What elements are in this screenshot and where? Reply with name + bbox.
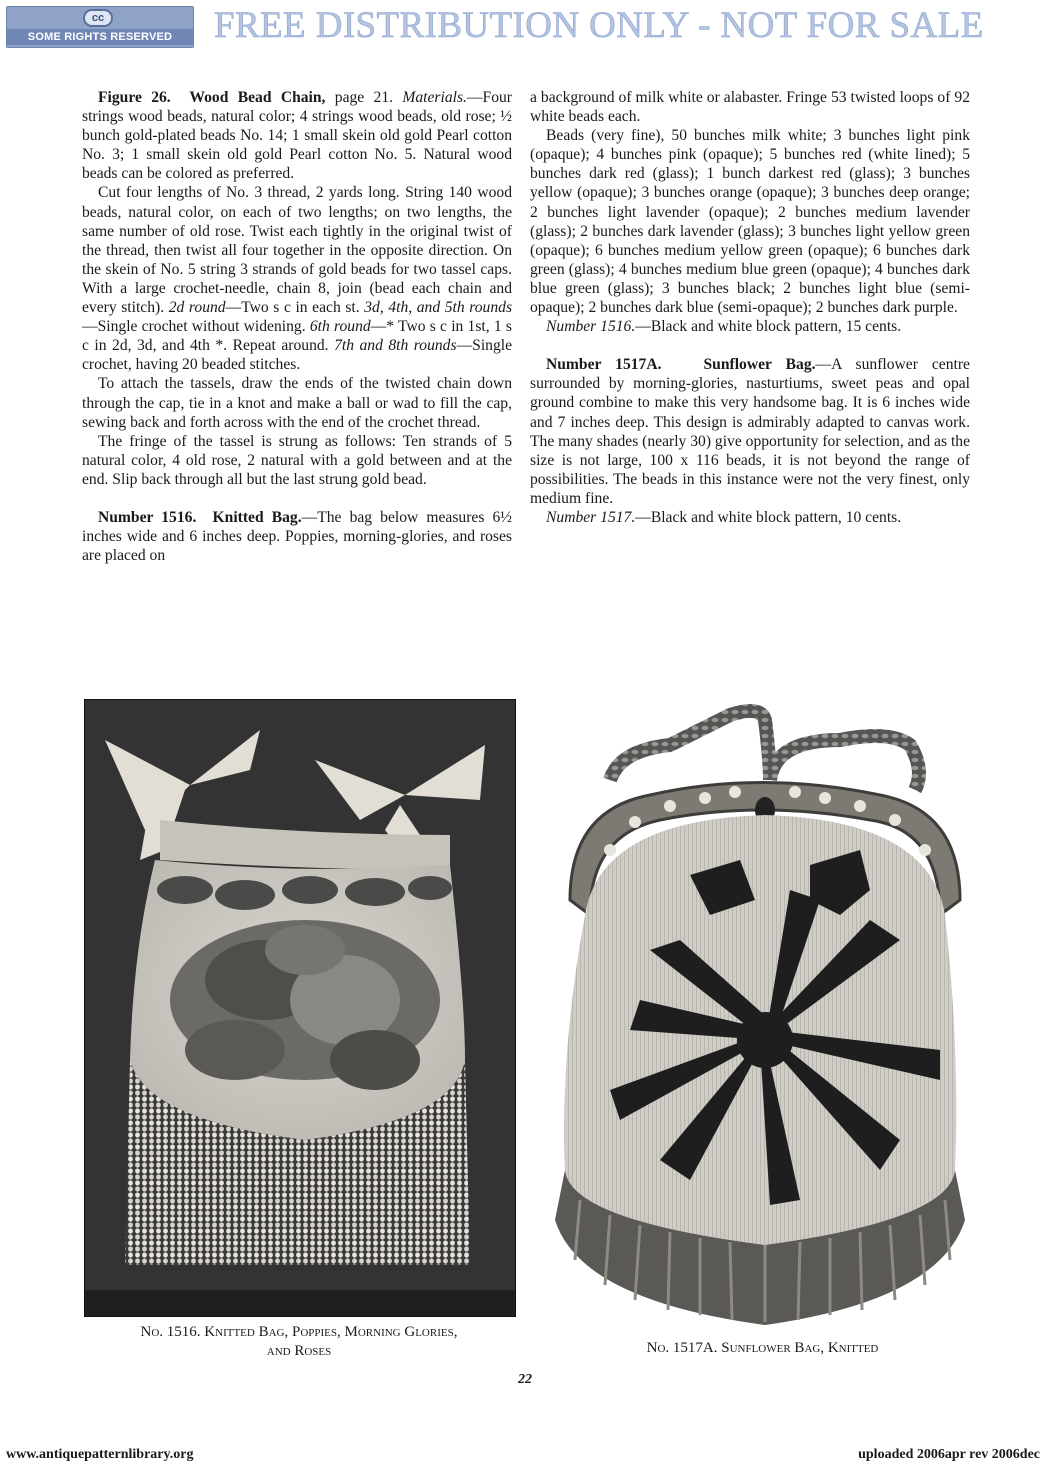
tassel-paragraph: To attach the tassels, draw the ends of the twisted chain down through the cap, tie in a knot and make a ball or wad to fill the cap, sewing back and forth across with the end of the crochet thread. (82, 375, 512, 431)
round345-label: 3d, 4th, and 5th rounds (364, 299, 513, 317)
fig26-paragraph (82, 88, 512, 183)
n1516-continued: a background of milk white or alabaster. Fringe 53 twisted loops of 92 white beads each. (530, 89, 970, 126)
round2-text: —Two s c in each st. (225, 299, 360, 317)
fig26-title: Wood Bead Chain, (189, 89, 326, 106)
header-banner (0, 0, 1050, 52)
knitted-bag-illustration (85, 700, 515, 1316)
distribution-notice: FREE DISTRIBUTION ONLY - NOT FOR SALE (214, 5, 984, 46)
caption-1517a: No. 1517A. Sunflower Bag, Knitted (646, 1340, 879, 1356)
pattern-1517-note (530, 508, 970, 527)
instructions-text: Cut four lengths of No. 3 thread, 2 yards long. String 140 wood beads, natural color, on each of two lengths; on two lengths, the same number of old rose. Twist each tightly in the original twist of the thread, then twist all four together in the opposite direction. On the skein of No. 5 string 3 strands of gold beads for two tassel caps. With a large crochet-needle, chain 8, join (bead each chain and every stitch). (82, 184, 512, 317)
knitted-bag-photo (84, 699, 516, 1317)
pattern-1517-label: Number 1517. (546, 508, 636, 526)
n1516-title: Knitted Bag. (212, 508, 302, 526)
pattern-1517-text: —Black and white block pattern, 10 cents. (635, 508, 902, 526)
page-number: 22 (518, 1372, 532, 1387)
materials-text: —Four strings wood beads, natural color; 4 strings wood beads, old rose; ½ bunch gold-plated beads No. 14; 1 small skein old gold Pearl cotton No. 3; 1 small skein old gold Pearl cotton No. 5. Natural wood beads can be colored as preferred. (82, 89, 512, 183)
pattern-1516-note (530, 317, 970, 336)
caption-1516-line2: and Roses (266, 1343, 332, 1359)
left-column (82, 88, 512, 565)
round6-text: —* Two s c in 1st, 1 s c in 2d, 3d, and 4th *. Repeat around. (82, 318, 512, 355)
n1516-text: —The bag below measures 6½ inches wide and 6 inches deep. Poppies, morning-glories, and roses are placed on (82, 508, 512, 565)
materials-label: Materials. (402, 89, 467, 106)
n1516-heading: Number 1516. (98, 508, 197, 526)
fig26-instructions (82, 183, 512, 374)
n1517a-heading: Number 1517A. (546, 356, 662, 374)
caption-1516-line1: No. 1516. Knitted Bag, Poppies, Morning Glories, (140, 1324, 458, 1340)
round78-text: —Single crochet, having 20 beaded stitches. (82, 337, 513, 374)
footer-site-link[interactable]: www.antiquepatternlibrary.org (6, 1447, 194, 1462)
round78-label: 7th and 8th rounds (334, 337, 457, 355)
beads-list: Beads (very fine), 50 bunches milk white; 3 bunches light pink (opaque); 4 bunches pink (opaque); 5 bunches red (white lined); 5 bunches dark red (glass); 1 bunch darkest red (glass); 3 bunches yellow (opaque); 3 bunches orange (opaque); 3 bunches deep orange; 2 bunches light lavender (opaque); 2 bunches medium lavender (glass); 2 bunches dark lavender (glass); 3 bunches light yellow green (opaque); 6 bunches medium yellow green (opaque); 6 bunches dark green (glass); 4 bunches medium blue green (opaque); 4 bunches dark blue green (glass); 3 bunches black; 2 bunches light blue (semi-opaque); 2 bunches dark blue (semi-opaque); 2 bunches dark purple. (530, 127, 970, 317)
round345-text: —Single crochet without widening. (82, 318, 306, 336)
n1516-paragraph (82, 508, 512, 565)
round2-label: 2d round (168, 299, 226, 317)
round6-label: 6th round (309, 318, 371, 336)
chain-handle (610, 711, 919, 790)
cc-license-badge[interactable] (6, 6, 194, 48)
n1517a-title: Sunflower Bag. (703, 356, 816, 374)
sunflower-bag-photo (540, 700, 985, 1330)
right-column (530, 88, 970, 527)
pattern-1516-label: Number 1516. (546, 318, 636, 336)
sunflower-bag-illustration (540, 700, 985, 1330)
cc-icon: cc (83, 9, 113, 27)
fig26-heading: Figure 26. (98, 89, 171, 106)
n1517a-text: —A sunflower centre surrounded by morning-glories, nasturtiums, sweet peas and opal ground combine to make this very handsome bag. It is 6 inches wide and 7 inches deep. This design is admirably adapted to canvas work. The many shades (nearly 30) give opportunity for selection, and as the size is not large, 100 x 116 beads, it is not beyond the range of possibilities. The beads in this instance were not the very finest, only medium fine. (530, 356, 970, 507)
pattern-1516-text: —Black and white block pattern, 15 cents. (635, 318, 902, 336)
central-bouquet (170, 920, 440, 1090)
n1517a-paragraph (530, 355, 970, 508)
caption-1516 (84, 1323, 514, 1361)
fringe-paragraph: The fringe of the tassel is strung as follows: Ten strands of 5 natural color, 4 old rose, 2 natural with a gold between and at the end. Slip back through all but the last strung gold bead. (82, 432, 512, 488)
footer-upload-info: uploaded 2006apr rev 2006dec (858, 1447, 1040, 1462)
cc-badge-text: SOME RIGHTS RESERVED (7, 29, 193, 45)
fig26-page-ref: page 21. (334, 89, 394, 106)
